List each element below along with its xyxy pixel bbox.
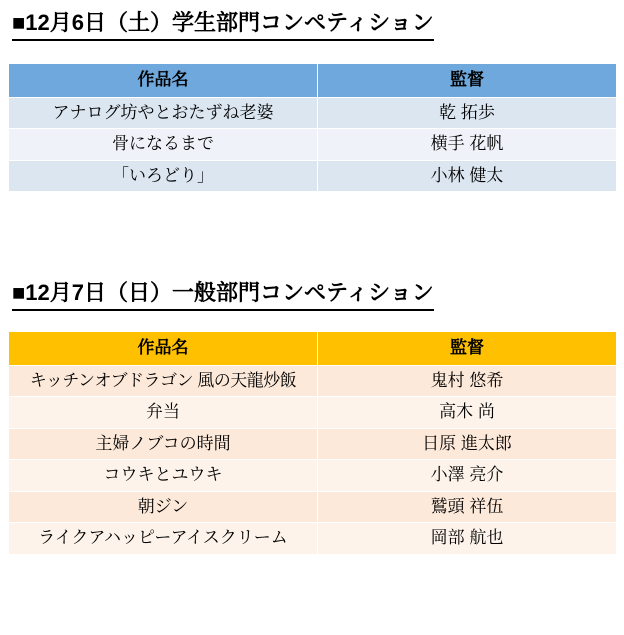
table-row xyxy=(9,97,617,129)
table-row xyxy=(9,397,617,429)
section-general-competition xyxy=(0,276,624,555)
student-table-body xyxy=(9,97,617,192)
spacer-between-sections xyxy=(0,192,624,276)
column-header-director: 監督 xyxy=(318,332,617,366)
cell-director: 横手 花帆 xyxy=(318,129,617,161)
table-row xyxy=(9,160,617,192)
table-row xyxy=(9,365,617,397)
column-header-director: 監督 xyxy=(318,64,617,98)
cell-title: 主婦ノブコの時間 xyxy=(9,428,318,460)
cell-title: 骨になるまで xyxy=(9,129,318,161)
spacer-after-student-heading xyxy=(8,41,616,63)
section-general-title-wrap xyxy=(8,276,616,311)
section-student-title-wrap xyxy=(8,6,616,41)
cell-director: 日原 進太郎 xyxy=(318,428,617,460)
column-header-title: 作品名 xyxy=(9,332,318,366)
general-table-body xyxy=(9,365,617,554)
cell-director: 小林 健太 xyxy=(318,160,617,192)
general-table-head xyxy=(9,332,617,366)
cell-title: コウキとユウキ xyxy=(9,460,318,492)
section-student-heading: ■12月6日（土）学生部門コンペティション xyxy=(12,6,434,41)
table-row xyxy=(9,129,617,161)
cell-title: アナログ坊やとおたずね老婆 xyxy=(9,97,318,129)
cell-title: キッチンオブドラゴン 風の天龍炒飯 xyxy=(9,365,318,397)
cell-director: 鬼村 悠希 xyxy=(318,365,617,397)
table-row xyxy=(9,523,617,555)
student-competition-table xyxy=(8,63,617,192)
general-competition-table xyxy=(8,331,617,555)
table-header-row xyxy=(9,332,617,366)
cell-title: ライクアハッピーアイスクリーム xyxy=(9,523,318,555)
spacer-after-general-heading xyxy=(8,311,616,331)
cell-director: 小澤 亮介 xyxy=(318,460,617,492)
student-table-head xyxy=(9,64,617,98)
cell-director: 岡部 航也 xyxy=(318,523,617,555)
table-row xyxy=(9,428,617,460)
table-row xyxy=(9,460,617,492)
cell-title: 弁当 xyxy=(9,397,318,429)
section-general-heading: ■12月7日（日）一般部門コンペティション xyxy=(12,276,434,311)
cell-director: 乾 拓歩 xyxy=(318,97,617,129)
cell-director: 高木 尚 xyxy=(318,397,617,429)
cell-title: 朝ジン xyxy=(9,491,318,523)
cell-director: 鷲頭 祥伍 xyxy=(318,491,617,523)
table-row xyxy=(9,491,617,523)
cell-title: 「いろどり」 xyxy=(9,160,318,192)
section-student-competition xyxy=(0,6,624,192)
column-header-title: 作品名 xyxy=(9,64,318,98)
table-header-row xyxy=(9,64,617,98)
